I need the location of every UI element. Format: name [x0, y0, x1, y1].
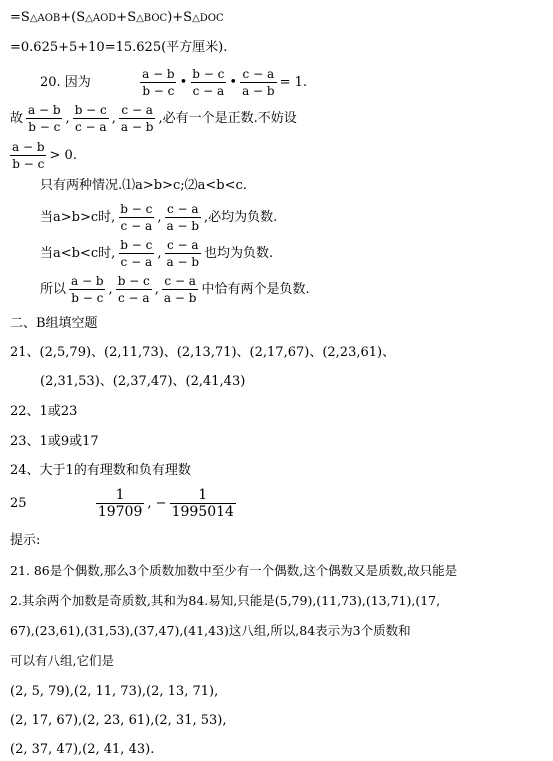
section-heading: 二、B组填空题	[10, 316, 98, 331]
answer-24: 24、大于1的有理数和负有理数	[10, 463, 191, 478]
problem-20-line: 20. 因为 $\frac{a - b}{b - c}$ • $\frac{b - c}{c - a}$ • $\frac{c - a}{a - b}$ = 1.	[40, 67, 308, 98]
fraction: $\frac{a - b}{b - c}$	[28, 103, 61, 134]
fraction: $\frac{c - a}{a - b}$	[242, 67, 275, 98]
answer-23: 23、1或9或17	[10, 434, 99, 449]
cases-line: 只有两种情况.⑴a>b>c;⑵a<b<c.	[40, 178, 247, 193]
fraction: $\frac{b - c}{c - a}$	[74, 103, 107, 134]
triple-list-line-1: (2, 5, 79),(2, 11, 73),(2, 13, 71),	[10, 684, 219, 699]
fraction: $\frac{a - b}{b - c}$	[12, 140, 45, 171]
fraction: $\frac{c - a}{a - b}$	[166, 238, 200, 269]
therefore-line: 故 $\frac{a - b}{b - c}$ , $\frac{b - c}{c - a}$ , $\frac{c - a}{a - b}$ ,必有一个是正数.不妨设	[10, 103, 297, 134]
equation-line-1: =S△AOB+(S△AOD+S△BOC)+S△DOC	[10, 10, 224, 25]
fraction: $\frac{c - a}{a - b}$	[166, 202, 200, 233]
fraction: $\frac{1}{19709}$	[97, 487, 143, 520]
hint-paragraph-line-4: 可以有八组,它们是	[10, 653, 114, 668]
hint-paragraph-line-1: 21. 86是个偶数,那么3个质数加数中至少有一个偶数,这个偶数又是质数,故只能是	[10, 563, 458, 578]
case-1-line: 当a>b>c时, $\frac{b - c}{c - a}$ , $\frac{c - a}{a - b}$ ,必均为负数.	[40, 202, 278, 233]
fraction: $\frac{a - b}{b - c}$	[71, 274, 104, 305]
fraction: $\frac{1}{1995014}$	[171, 487, 234, 520]
fraction: $\frac{b - c}{c - a}$	[120, 202, 153, 233]
fraction: $\frac{a - b}{b - c}$	[142, 67, 175, 98]
hint-paragraph-line-2: 2.其余两个加数是奇质数,其和为84.易知,只能是(5,79),(11,73),(13,71),(17,	[10, 593, 441, 608]
equation-line-2: =0.625+5+10=15.625(平方厘米).	[10, 40, 228, 55]
triple-list-line-3: (2, 37, 47),(2, 41, 43).	[10, 742, 155, 757]
fraction: $\frac{b - c}{c - a}$	[120, 238, 153, 269]
hint-paragraph-line-3: 67),(23,61),(31,53),(37,47),(41,43)这八组,所以,84表示为3个质数和	[10, 623, 411, 638]
triple-list-line-2: (2, 17, 67),(2, 23, 61),(2, 31, 53),	[10, 713, 227, 728]
fraction: $\frac{c - a}{a - b}$	[163, 274, 197, 305]
answer-25: 25 $\frac{1}{19709}$ , − $\frac{1}{1995014}$	[10, 487, 234, 520]
conclusion-line: 所以 $\frac{a - b}{b - c}$ , $\frac{b - c}{c - a}$ , $\frac{c - a}{a - b}$ 中恰有两个是负数.	[40, 274, 310, 305]
fraction: $\frac{b - c}{c - a}$	[192, 67, 225, 98]
fraction: $\frac{c - a}{a - b}$	[120, 103, 154, 134]
case-2-line: 当a<b<c时, $\frac{b - c}{c - a}$ , $\frac{c - a}{a - b}$ 也均为负数.	[40, 238, 274, 269]
answer-21-line-2: (2,31,53)、(2,37,47)、(2,41,43)	[40, 374, 246, 389]
answer-22: 22、1或23	[10, 404, 78, 419]
assume-line: $\frac{a - b}{b - c}$ > 0.	[12, 140, 77, 171]
hint-label: 提示:	[10, 533, 41, 548]
fraction: $\frac{b - c}{c - a}$	[117, 274, 150, 305]
answer-21-line-1: 21、(2,5,79)、(2,11,73)、(2,13,71)、(2,17,67)、(2,23,61)、	[10, 345, 396, 360]
